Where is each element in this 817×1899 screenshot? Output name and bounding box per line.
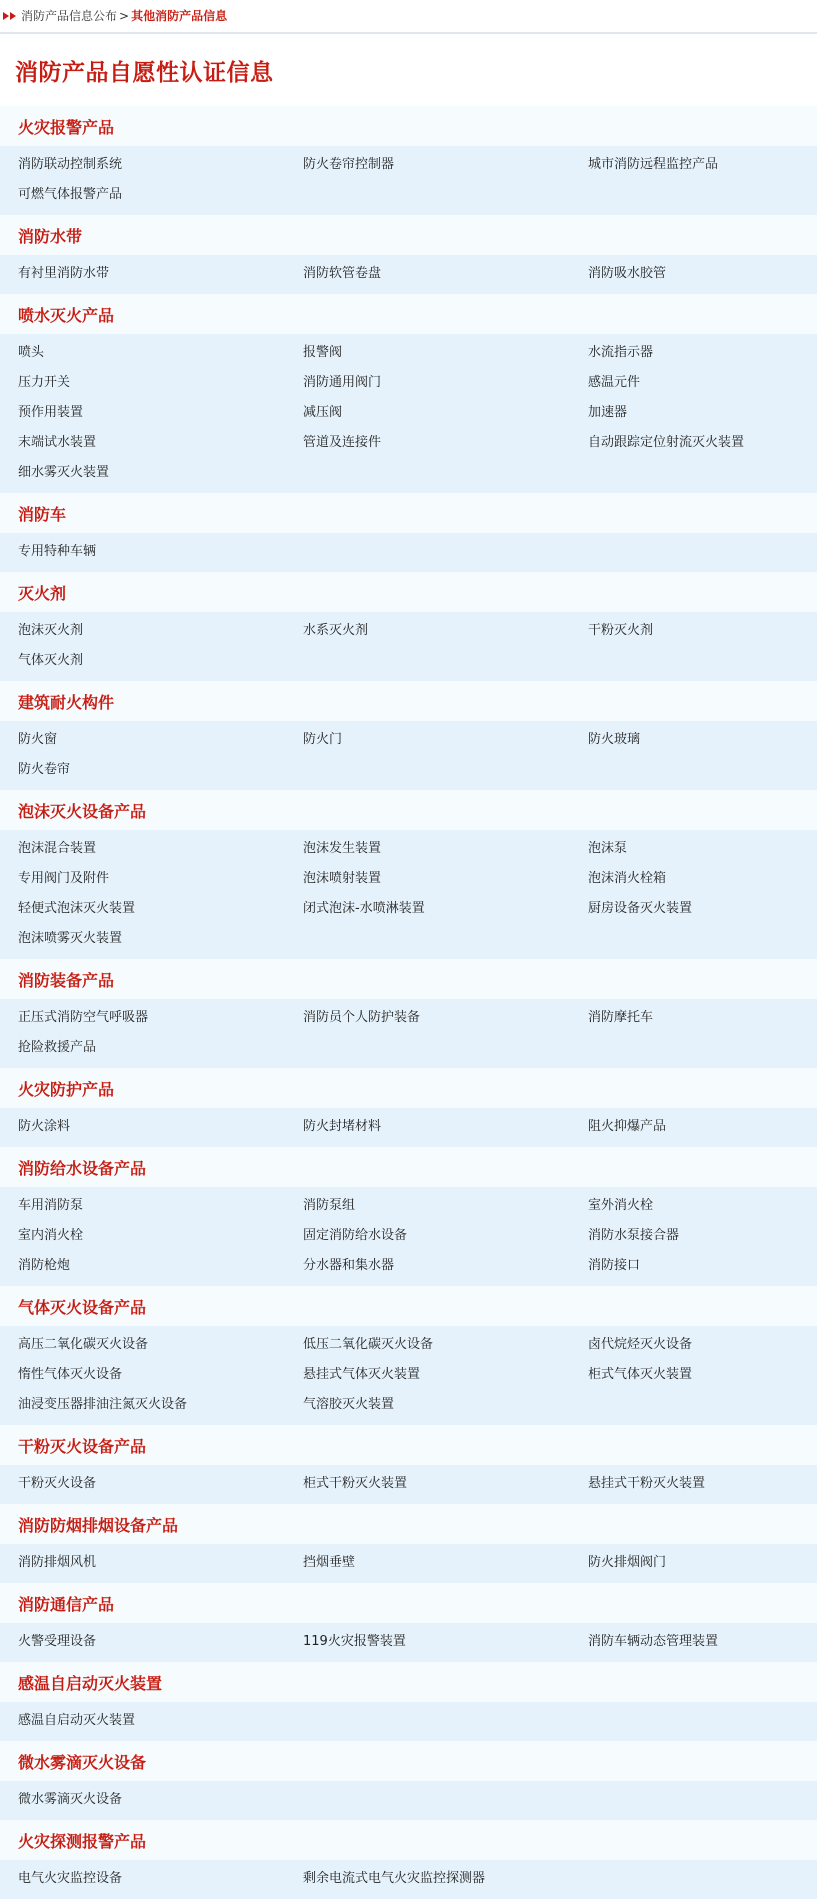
product-link[interactable]: 感温自启动灭火装置 xyxy=(18,1713,136,1728)
item-grid xyxy=(0,725,817,785)
item-grid xyxy=(0,150,817,210)
product-link[interactable]: 挡烟垂壁 xyxy=(303,1555,356,1570)
product-link[interactable]: 管道及连接件 xyxy=(303,435,382,450)
product-link[interactable]: 可燃气体报警产品 xyxy=(18,187,123,202)
section-header xyxy=(0,215,817,255)
item-grid xyxy=(0,1785,817,1815)
product-link[interactable]: 阻火抑爆产品 xyxy=(588,1119,667,1134)
category-section xyxy=(0,572,817,681)
product-link[interactable]: 低压二氧化碳灭火设备 xyxy=(303,1337,434,1352)
section-body xyxy=(0,1465,817,1504)
product-link[interactable]: 专用阀门及附件 xyxy=(18,871,110,886)
product-link[interactable]: 防火卷帘 xyxy=(18,762,71,777)
section-body xyxy=(0,1108,817,1147)
product-link[interactable]: 水系灭火剂 xyxy=(303,623,369,638)
product-link[interactable]: 消防水泵接合器 xyxy=(588,1228,680,1243)
item-grid xyxy=(0,1469,817,1499)
product-link[interactable]: 泡沫泵 xyxy=(588,841,628,856)
product-link[interactable]: 消防通用阀门 xyxy=(303,375,382,390)
section-header xyxy=(0,1741,817,1781)
product-link[interactable]: 泡沫混合装置 xyxy=(18,841,97,856)
product-link[interactable]: 厨房设备灭火装置 xyxy=(588,901,693,916)
product-link[interactable]: 细水雾灭火装置 xyxy=(18,465,110,480)
product-link[interactable]: 消防枪炮 xyxy=(18,1258,71,1273)
product-link[interactable]: 消防吸水胶管 xyxy=(588,266,667,281)
section-title[interactable]: 消防防烟排烟设备产品 xyxy=(18,1515,179,1535)
product-link[interactable]: 泡沫发生装置 xyxy=(303,841,382,856)
item-grid xyxy=(0,1864,817,1894)
product-link[interactable]: 干粉灭火设备 xyxy=(18,1476,97,1491)
product-link[interactable]: 消防软管卷盘 xyxy=(303,266,382,281)
item-grid xyxy=(0,1706,817,1736)
section-header xyxy=(0,1068,817,1108)
product-link[interactable]: 抢险救援产品 xyxy=(18,1040,97,1055)
product-link[interactable]: 专用特种车辆 xyxy=(18,544,97,559)
product-link[interactable]: 泡沫消火栓箱 xyxy=(588,871,667,886)
product-link[interactable]: 防火卷帘控制器 xyxy=(303,157,395,172)
product-link[interactable]: 气溶胶灭火装置 xyxy=(303,1397,395,1412)
product-link[interactable]: 泡沫喷雾灭火装置 xyxy=(18,931,123,946)
category-section xyxy=(0,1741,817,1820)
item-grid xyxy=(0,1330,817,1420)
section-title[interactable]: 气体灭火设备产品 xyxy=(18,1297,147,1317)
breadcrumb-current[interactable]: 其他消防产品信息 xyxy=(131,9,228,23)
product-link[interactable]: 闭式泡沫-水喷淋装置 xyxy=(303,901,425,916)
product-link[interactable]: 消防联动控制系统 xyxy=(18,157,123,172)
category-section xyxy=(0,294,817,493)
product-link[interactable]: 干粉灭火剂 xyxy=(588,623,654,638)
product-link[interactable]: 防火涂料 xyxy=(18,1119,71,1134)
product-link[interactable]: 高压二氧化碳灭火设备 xyxy=(18,1337,149,1352)
product-link[interactable]: 加速器 xyxy=(588,405,628,420)
section-body xyxy=(0,146,817,215)
product-link[interactable]: 正压式消防空气呼吸器 xyxy=(18,1010,149,1025)
product-link[interactable]: 感温元件 xyxy=(588,375,641,390)
product-link[interactable]: 油浸变压器排油注氮灭火设备 xyxy=(18,1397,188,1412)
product-link[interactable]: 防火窗 xyxy=(18,732,58,747)
product-link[interactable]: 消防接口 xyxy=(588,1258,641,1273)
category-section xyxy=(0,493,817,572)
section-title[interactable]: 灭火剂 xyxy=(18,583,67,603)
section-title[interactable]: 泡沫灭火设备产品 xyxy=(18,801,147,821)
product-link[interactable]: 卤代烷烃灭火设备 xyxy=(588,1337,693,1352)
section-header xyxy=(0,1662,817,1702)
product-link[interactable]: 消防员个人防护装备 xyxy=(303,1010,421,1025)
product-link[interactable]: 消防摩托车 xyxy=(588,1010,654,1025)
section-header xyxy=(0,1147,817,1187)
category-section xyxy=(0,215,817,294)
section-body xyxy=(0,1187,817,1286)
section-body xyxy=(0,1781,817,1820)
product-link[interactable]: 微水雾滴灭火设备 xyxy=(18,1792,123,1807)
product-link[interactable]: 惰性气体灭火设备 xyxy=(18,1367,123,1382)
product-link[interactable]: 119火灾报警装置 xyxy=(303,1634,406,1649)
section-header xyxy=(0,106,817,146)
product-link[interactable]: 泡沫喷射装置 xyxy=(303,871,382,886)
section-title[interactable]: 建筑耐火构件 xyxy=(18,692,115,712)
product-link[interactable]: 消防车辆动态管理装置 xyxy=(588,1634,719,1649)
product-link[interactable]: 压力开关 xyxy=(18,375,71,390)
section-title[interactable]: 微水雾滴灭火设备 xyxy=(18,1752,147,1772)
category-section xyxy=(0,1820,817,1899)
section-body xyxy=(0,533,817,572)
product-link[interactable]: 室外消火栓 xyxy=(588,1198,654,1213)
section-title[interactable]: 喷水灭火产品 xyxy=(18,305,115,325)
category-section xyxy=(0,1504,817,1583)
product-link[interactable]: 喷头 xyxy=(18,345,45,360)
section-header xyxy=(0,294,817,334)
product-link[interactable]: 分水器和集水器 xyxy=(303,1258,395,1273)
item-grid xyxy=(0,259,817,289)
section-body xyxy=(0,1702,817,1741)
product-link[interactable]: 消防排烟风机 xyxy=(18,1555,97,1570)
product-link[interactable]: 固定消防给水设备 xyxy=(303,1228,408,1243)
section-body xyxy=(0,334,817,493)
category-section xyxy=(0,1662,817,1741)
section-title[interactable]: 消防给水设备产品 xyxy=(18,1158,147,1178)
section-title[interactable]: 消防通信产品 xyxy=(18,1594,115,1614)
product-link[interactable]: 城市消防远程监控产品 xyxy=(588,157,719,172)
item-grid xyxy=(0,1191,817,1281)
product-link[interactable]: 气体灭火剂 xyxy=(18,653,84,668)
product-link[interactable]: 电气火灾监控设备 xyxy=(18,1871,123,1886)
product-link[interactable]: 悬挂式干粉灭火装置 xyxy=(588,1476,706,1491)
product-link[interactable]: 防火排烟阀门 xyxy=(588,1555,667,1570)
section-body xyxy=(0,1860,817,1899)
section-title[interactable]: 消防车 xyxy=(18,504,67,524)
product-link[interactable]: 火警受理设备 xyxy=(18,1634,97,1649)
category-section xyxy=(0,1583,817,1662)
section-body xyxy=(0,612,817,681)
category-section xyxy=(0,1068,817,1147)
item-grid xyxy=(0,1112,817,1142)
product-link[interactable]: 泡沫灭火剂 xyxy=(18,623,84,638)
section-header xyxy=(0,1504,817,1544)
item-grid xyxy=(0,338,817,488)
category-section xyxy=(0,681,817,790)
breadcrumb xyxy=(0,0,817,34)
section-title[interactable]: 消防装备产品 xyxy=(18,970,115,990)
breadcrumb-parent-link[interactable]: 消防产品信息公布 xyxy=(21,9,118,23)
section-body xyxy=(0,830,817,959)
item-grid xyxy=(0,537,817,567)
section-header xyxy=(0,1583,817,1623)
product-link[interactable]: 水流指示器 xyxy=(588,345,654,360)
product-link[interactable]: 防火门 xyxy=(303,732,343,747)
product-link[interactable]: 柜式干粉灭火装置 xyxy=(303,1476,408,1491)
product-link[interactable]: 防火玻璃 xyxy=(588,732,641,747)
product-link[interactable]: 报警阀 xyxy=(303,345,343,360)
section-body xyxy=(0,1544,817,1583)
section-header xyxy=(0,493,817,533)
category-section xyxy=(0,1147,817,1286)
item-grid xyxy=(0,1548,817,1578)
section-body xyxy=(0,999,817,1068)
double-arrow-icon xyxy=(3,12,17,20)
section-header xyxy=(0,959,817,999)
item-grid xyxy=(0,834,817,954)
section-title[interactable]: 消防水带 xyxy=(18,226,83,246)
product-link[interactable]: 剩余电流式电气火灾监控探测器 xyxy=(303,1871,486,1886)
category-list xyxy=(0,106,817,1899)
item-grid xyxy=(0,1627,817,1657)
section-body xyxy=(0,1326,817,1425)
page-title: 消防产品自愿性认证信息 xyxy=(15,58,274,86)
section-title[interactable]: 干粉灭火设备产品 xyxy=(18,1436,147,1456)
section-header xyxy=(0,572,817,612)
section-body xyxy=(0,721,817,790)
product-link[interactable]: 室内消火栓 xyxy=(18,1228,84,1243)
section-header xyxy=(0,1286,817,1326)
item-grid xyxy=(0,1003,817,1063)
product-link[interactable]: 轻便式泡沫灭火装置 xyxy=(18,901,136,916)
section-title[interactable]: 火灾探测报警产品 xyxy=(18,1831,147,1851)
section-header xyxy=(0,1425,817,1465)
section-title[interactable]: 火灾报警产品 xyxy=(18,117,115,137)
product-link[interactable]: 末端试水装置 xyxy=(18,435,97,450)
category-section xyxy=(0,1425,817,1504)
product-link[interactable]: 车用消防泵 xyxy=(18,1198,84,1213)
category-section xyxy=(0,1286,817,1425)
product-link[interactable]: 有衬里消防水带 xyxy=(18,266,110,281)
product-link[interactable]: 柜式气体灭火装置 xyxy=(588,1367,693,1382)
product-link[interactable]: 减压阀 xyxy=(303,405,343,420)
section-header xyxy=(0,1820,817,1860)
product-link[interactable]: 防火封堵材料 xyxy=(303,1119,382,1134)
section-body xyxy=(0,1623,817,1662)
breadcrumb-separator: > xyxy=(119,9,130,23)
section-title[interactable]: 火灾防护产品 xyxy=(18,1079,115,1099)
page-title-area xyxy=(0,34,817,106)
product-link[interactable]: 预作用装置 xyxy=(18,405,84,420)
category-section xyxy=(0,106,817,215)
section-header xyxy=(0,681,817,721)
category-section xyxy=(0,790,817,959)
product-link[interactable]: 自动跟踪定位射流灭火装置 xyxy=(588,435,745,450)
section-header xyxy=(0,790,817,830)
category-section xyxy=(0,959,817,1068)
product-link[interactable]: 消防泵组 xyxy=(303,1198,356,1213)
section-title[interactable]: 感温自启动灭火装置 xyxy=(18,1673,163,1693)
section-body xyxy=(0,255,817,294)
product-link[interactable]: 悬挂式气体灭火装置 xyxy=(303,1367,421,1382)
item-grid xyxy=(0,616,817,676)
